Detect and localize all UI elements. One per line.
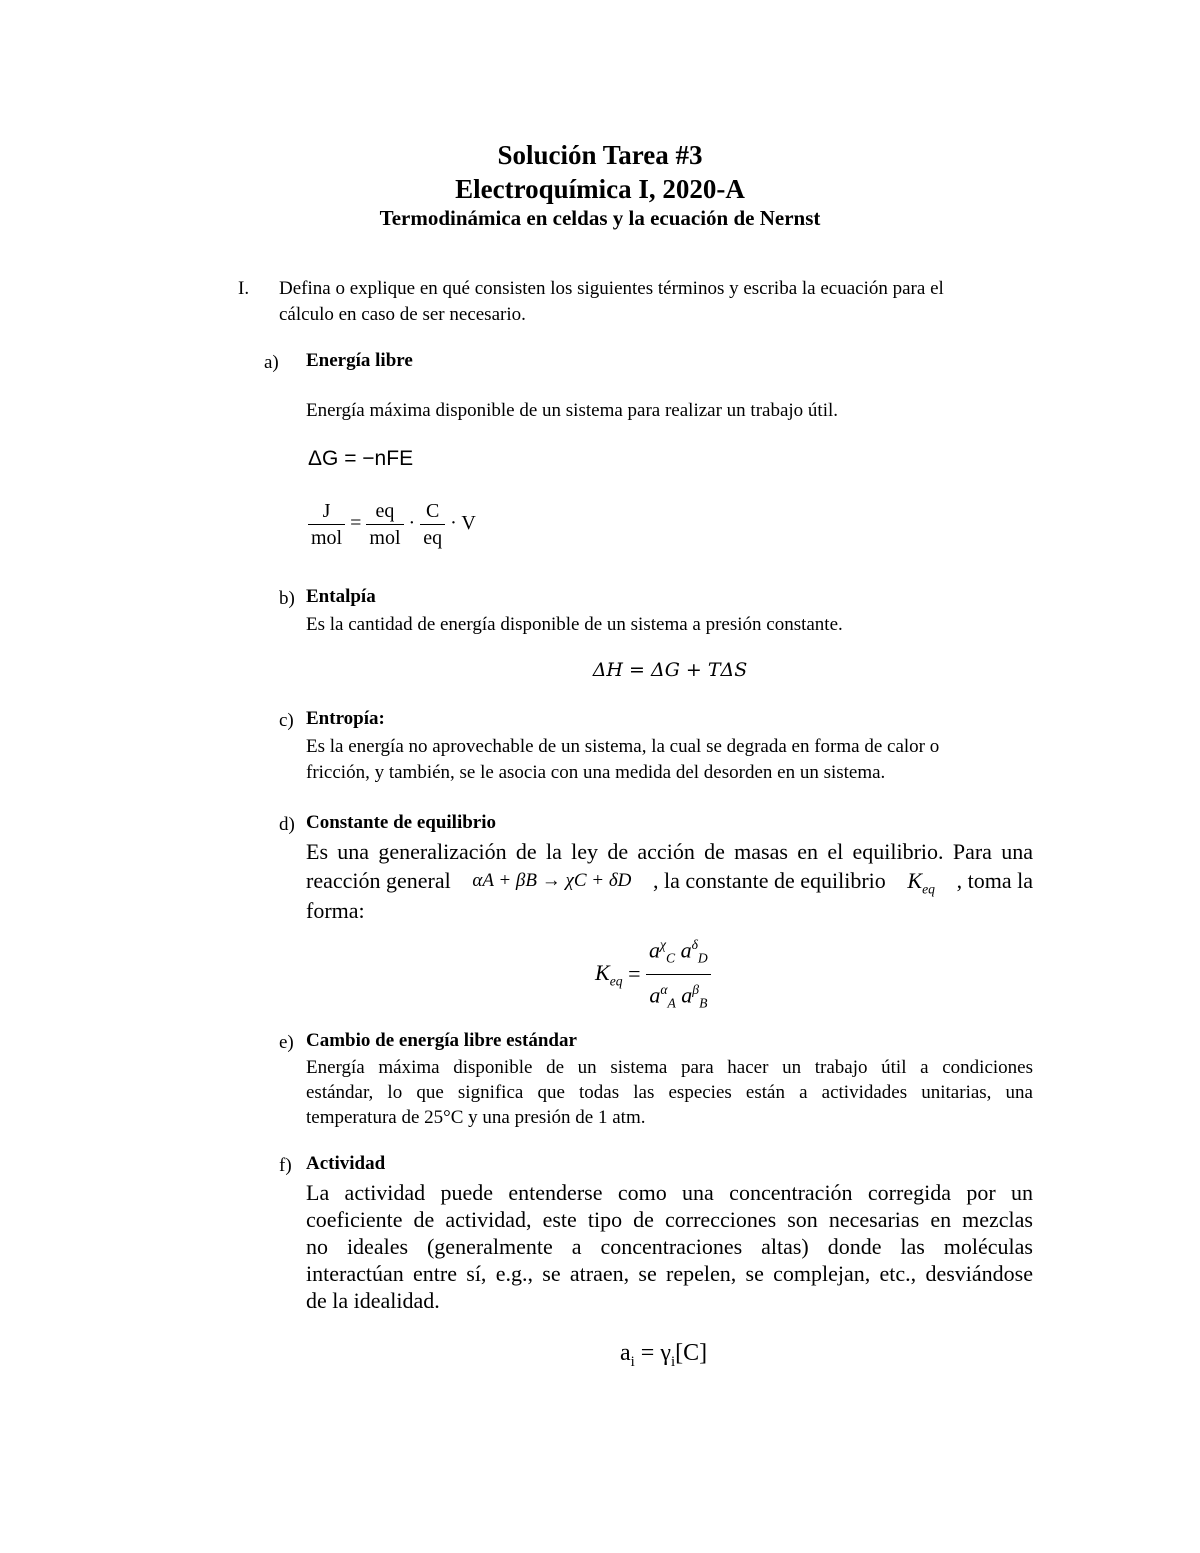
units-dot: · [408, 512, 416, 535]
fraction-eq-mol [366, 498, 403, 551]
item-d-line2-pre: reacción general [306, 868, 451, 893]
item-b-letter: b) [279, 588, 295, 609]
question-number: I. [238, 278, 250, 299]
item-f-line5: de la idealidad. [306, 1288, 440, 1313]
item-f-letter: f) [279, 1155, 292, 1176]
item-e-line3: temperatura de 25°C y una presión de 1 atm. [306, 1107, 646, 1128]
item-e-title: Cambio de energía libre estándar [306, 1030, 577, 1051]
item-a-title: Energía libre [306, 350, 413, 371]
equilibrium-formula [595, 930, 711, 1018]
activity-a: $a_i$ [620, 1340, 635, 1370]
units-eq: eq [366, 498, 403, 525]
item-a-text: Energía máxima disponible de un sistema para realizar un trabajo útil. [306, 400, 838, 421]
item-d-title: Constante de equilibrio [306, 812, 497, 833]
activity-equals: = [640, 1340, 655, 1366]
item-c-letter: c) [279, 710, 294, 731]
item-d-letter: d) [279, 814, 295, 835]
item-c-title: Entropía: [306, 708, 385, 729]
item-e-line1: Energía máxima disponible de un sistema para hacer un trabajo útil a condiciones [306, 1057, 1033, 1078]
item-b-title: Entalpía [306, 586, 376, 607]
activity-concentration: [C] [675, 1340, 708, 1366]
item-d-line2-mid: , la constante de equilibrio [653, 868, 886, 893]
formula-equals: = [628, 961, 641, 987]
activity-equation [620, 1340, 707, 1371]
formula-numerator: $a^\chi_C$ $a^\delta_D$ [646, 930, 711, 975]
item-a-units [308, 498, 476, 551]
item-a-letter: a) [264, 352, 279, 373]
formula-denominator: $a^\alpha_A$ $a^\beta_B$ [649, 981, 708, 1011]
units-eq-2: eq [423, 527, 443, 549]
fraction-j-mol [308, 498, 345, 551]
units-v: V [461, 512, 476, 535]
item-f-line2: coeficiente de actividad, este tipo de correcciones son necesarias en mezclas [306, 1207, 1033, 1232]
units-mol-2: mol [369, 527, 401, 549]
question-text-line1: Defina o explique en qué consisten los siguientes términos y escriba la ecuación para el [279, 278, 944, 299]
item-a-equation: ΔG = −nFE [308, 447, 414, 470]
item-c-line1: Es la energía no aprovechable de un sistema, la cual se degrada en forma de calor o [306, 736, 940, 757]
item-d-line2-post: , toma la [956, 868, 1033, 893]
question-text-line2: cálculo en caso de ser necesario. [279, 304, 526, 325]
item-b-text: Es la cantidad de energía disponible de un sistema a presión constante. [306, 614, 843, 635]
item-f-line1: La actividad puede entenderse como una concentración corregida por un [306, 1180, 1033, 1205]
units-equals: = [350, 512, 362, 535]
formula-fraction [646, 930, 711, 1018]
item-d-reaction: αA + βB → χC + δD [472, 870, 632, 891]
formula-k: $K_{eq}$ [595, 959, 623, 988]
item-e-letter: e) [279, 1032, 294, 1053]
document-title: Solución Tarea #3 [497, 140, 703, 170]
item-b-equation: ΔH = ΔG + TΔS [592, 659, 748, 681]
item-f-line3: no ideales (generalmente a concentraciones altas) donde las moléculas [306, 1234, 1033, 1259]
units-dot-2: · [450, 512, 457, 535]
activity-gamma: $\gamma_i$ [660, 1340, 676, 1370]
item-e-line2: estándar, lo que significa que todas las especies están a actividades unitarias, una [306, 1082, 1033, 1103]
course-title: Electroquímica I, 2020-A [455, 174, 745, 204]
item-d-line2 [306, 867, 1033, 902]
item-d-k-symbol: $K_{eq}$ [907, 868, 935, 897]
item-f-line4: interactúan entre sí, e.g., se atraen, se repelen, se complejan, etc., desviándose [306, 1261, 1033, 1286]
units-mol: mol [311, 527, 343, 549]
units-c: C [420, 498, 445, 525]
document-subtitle: Termodinámica en celdas y la ecuación de Nernst [379, 206, 821, 230]
fraction-c-eq [420, 498, 445, 551]
item-d-line3: forma: [306, 898, 365, 923]
units-j: J [308, 498, 345, 525]
item-f-title: Actividad [306, 1153, 386, 1174]
item-c-line2: fricción, y también, se le asocia con una medida del desorden en un sistema. [306, 762, 886, 783]
item-d-line1: Es una generalización de la ley de acción de masas en el equilibrio. Para una [306, 839, 1033, 864]
